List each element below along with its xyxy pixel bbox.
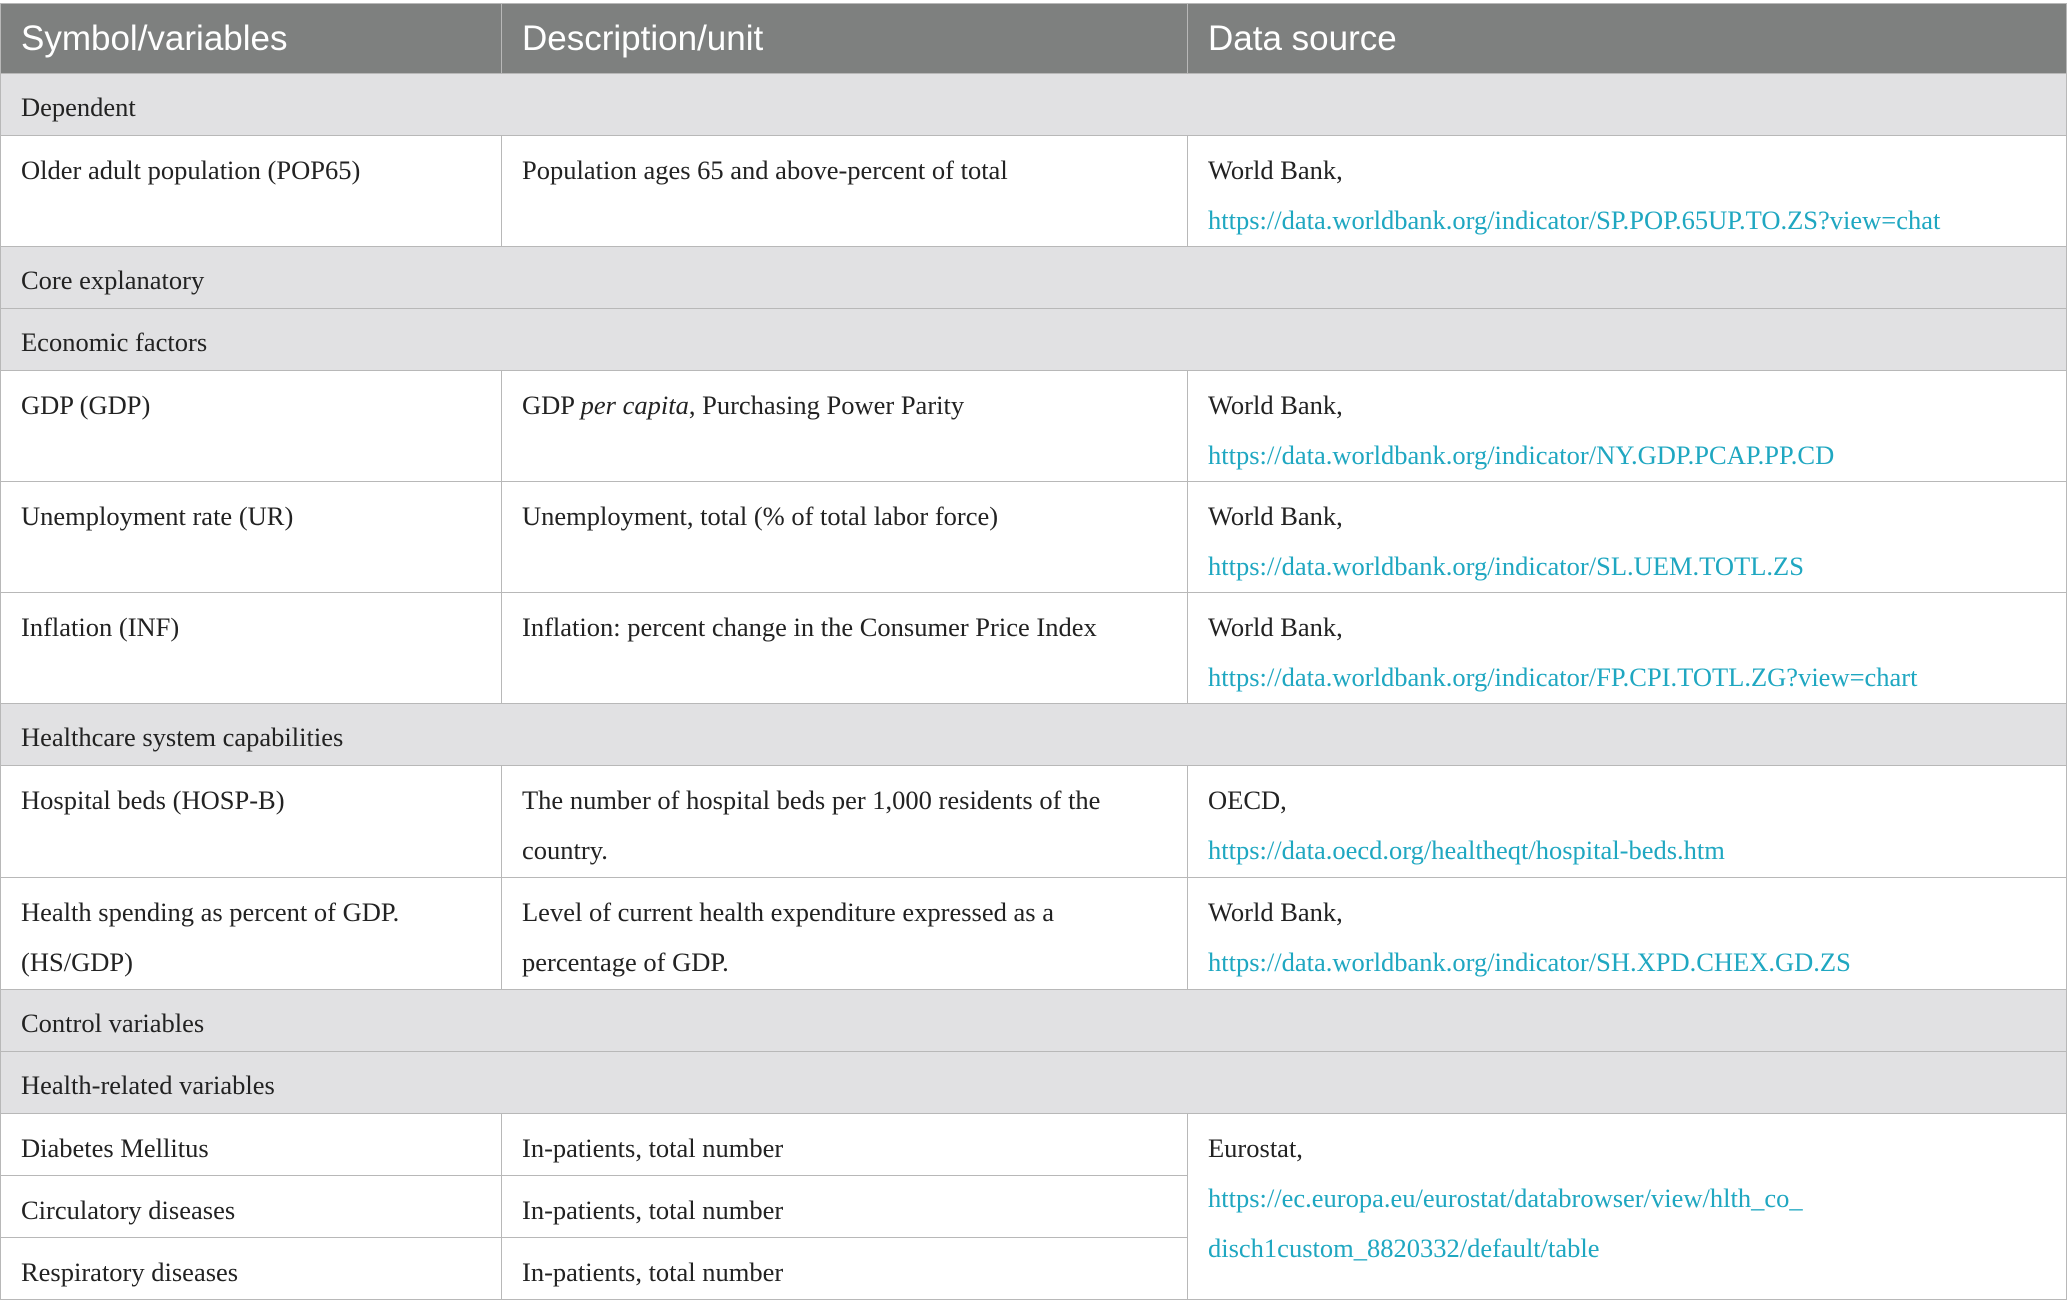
header-symbol-variables: Symbol/variables — [1, 4, 502, 74]
description-line: percentage of GDP. — [522, 947, 729, 977]
section-label-health-related: Health-related variables — [1, 1052, 2067, 1114]
variable-cell: Inflation (INF) — [1, 593, 502, 704]
source-link[interactable]: https://data.worldbank.org/indicator/SH.XPD.CHEX.GD.ZS — [1208, 947, 1851, 977]
variable-cell: Hospital beds (HOSP-B) — [1, 766, 502, 878]
variable-cell: Diabetes Mellitus — [1, 1114, 502, 1176]
description-cell — [502, 878, 1188, 990]
section-row-core-explanatory — [1, 247, 2067, 309]
table-row-diabetes — [1, 1114, 2067, 1176]
section-label-dependent: Dependent — [1, 74, 2067, 136]
section-label-control-variables: Control variables — [1, 990, 2067, 1052]
source-cell-eurostat — [1188, 1114, 2067, 1300]
source-name: World Bank, — [1208, 501, 1343, 531]
source-name: OECD, — [1208, 785, 1287, 815]
source-link-line1[interactable]: https://ec.europa.eu/eurostat/databrowser/view/hlth_co_ — [1208, 1183, 1803, 1213]
description-line: country. — [522, 835, 608, 865]
source-cell — [1188, 766, 2067, 878]
table-row-hosp — [1, 766, 2067, 878]
source-cell — [1188, 593, 2067, 704]
source-cell — [1188, 136, 2067, 247]
source-link[interactable]: https://data.oecd.org/healtheqt/hospital-beds.htm — [1208, 835, 1725, 865]
section-label-healthcare-capabilities: Healthcare system capabilities — [1, 704, 2067, 766]
source-name: World Bank, — [1208, 897, 1343, 927]
source-link[interactable]: https://data.worldbank.org/indicator/FP.CPI.TOTL.ZG?view=chart — [1208, 662, 1918, 692]
header-description-unit: Description/unit — [502, 4, 1188, 74]
source-name: Eurostat, — [1208, 1133, 1303, 1163]
source-cell — [1188, 482, 2067, 593]
variable-cell: Respiratory diseases — [1, 1238, 502, 1300]
section-label-economic-factors: Economic factors — [1, 309, 2067, 371]
section-row-control-variables — [1, 990, 2067, 1052]
description-cell — [502, 766, 1188, 878]
variable-line: (HS/GDP) — [21, 947, 133, 977]
description-line: Level of current health expenditure expressed as a — [522, 897, 1054, 927]
description-cell: In-patients, total number — [502, 1114, 1188, 1176]
source-cell — [1188, 371, 2067, 482]
section-row-economic-factors — [1, 309, 2067, 371]
section-row-health-related — [1, 1052, 2067, 1114]
source-name: World Bank, — [1208, 390, 1343, 420]
source-name: World Bank, — [1208, 612, 1343, 642]
source-cell — [1188, 878, 2067, 990]
table-row-inf — [1, 593, 2067, 704]
variable-cell: Unemployment rate (UR) — [1, 482, 502, 593]
description-cell: In-patients, total number — [502, 1176, 1188, 1238]
description-cell: In-patients, total number — [502, 1238, 1188, 1300]
description-italic: per capita — [580, 390, 689, 420]
description-suffix: , Purchasing Power Parity — [688, 390, 965, 420]
table-row-gdp — [1, 371, 2067, 482]
description-cell: Population ages 65 and above-percent of total — [502, 136, 1188, 247]
description-line: The number of hospital beds per 1,000 residents of the — [522, 785, 1101, 815]
variable-cell: Older adult population (POP65) — [1, 136, 502, 247]
section-row-healthcare-capabilities — [1, 704, 2067, 766]
header-data-source: Data source — [1188, 4, 2067, 74]
section-label-core-explanatory: Core explanatory — [1, 247, 2067, 309]
description-prefix: GDP — [522, 390, 581, 420]
source-name: World Bank, — [1208, 155, 1343, 185]
section-row-dependent — [1, 74, 2067, 136]
source-link-line2[interactable]: disch1custom_8820332/default/table — [1208, 1233, 1600, 1263]
variable-line: Health spending as percent of GDP. — [21, 897, 400, 927]
table-row-pop65 — [1, 136, 2067, 247]
header-row — [1, 4, 2067, 74]
variables-table — [0, 3, 2067, 1300]
table-row-ur — [1, 482, 2067, 593]
source-link[interactable]: https://data.worldbank.org/indicator/SP.POP.65UP.TO.ZS?view=chat — [1208, 205, 1941, 235]
table-row-hs — [1, 878, 2067, 990]
description-cell — [502, 371, 1188, 482]
variable-cell: GDP (GDP) — [1, 371, 502, 482]
description-cell: Unemployment, total (% of total labor force) — [502, 482, 1188, 593]
source-link[interactable]: https://data.worldbank.org/indicator/SL.UEM.TOTL.ZS — [1208, 551, 1804, 581]
variable-cell — [1, 878, 502, 990]
description-cell: Inflation: percent change in the Consumer Price Index — [502, 593, 1188, 704]
source-link[interactable]: https://data.worldbank.org/indicator/NY.GDP.PCAP.PP.CD — [1208, 440, 1835, 470]
variable-cell: Circulatory diseases — [1, 1176, 502, 1238]
